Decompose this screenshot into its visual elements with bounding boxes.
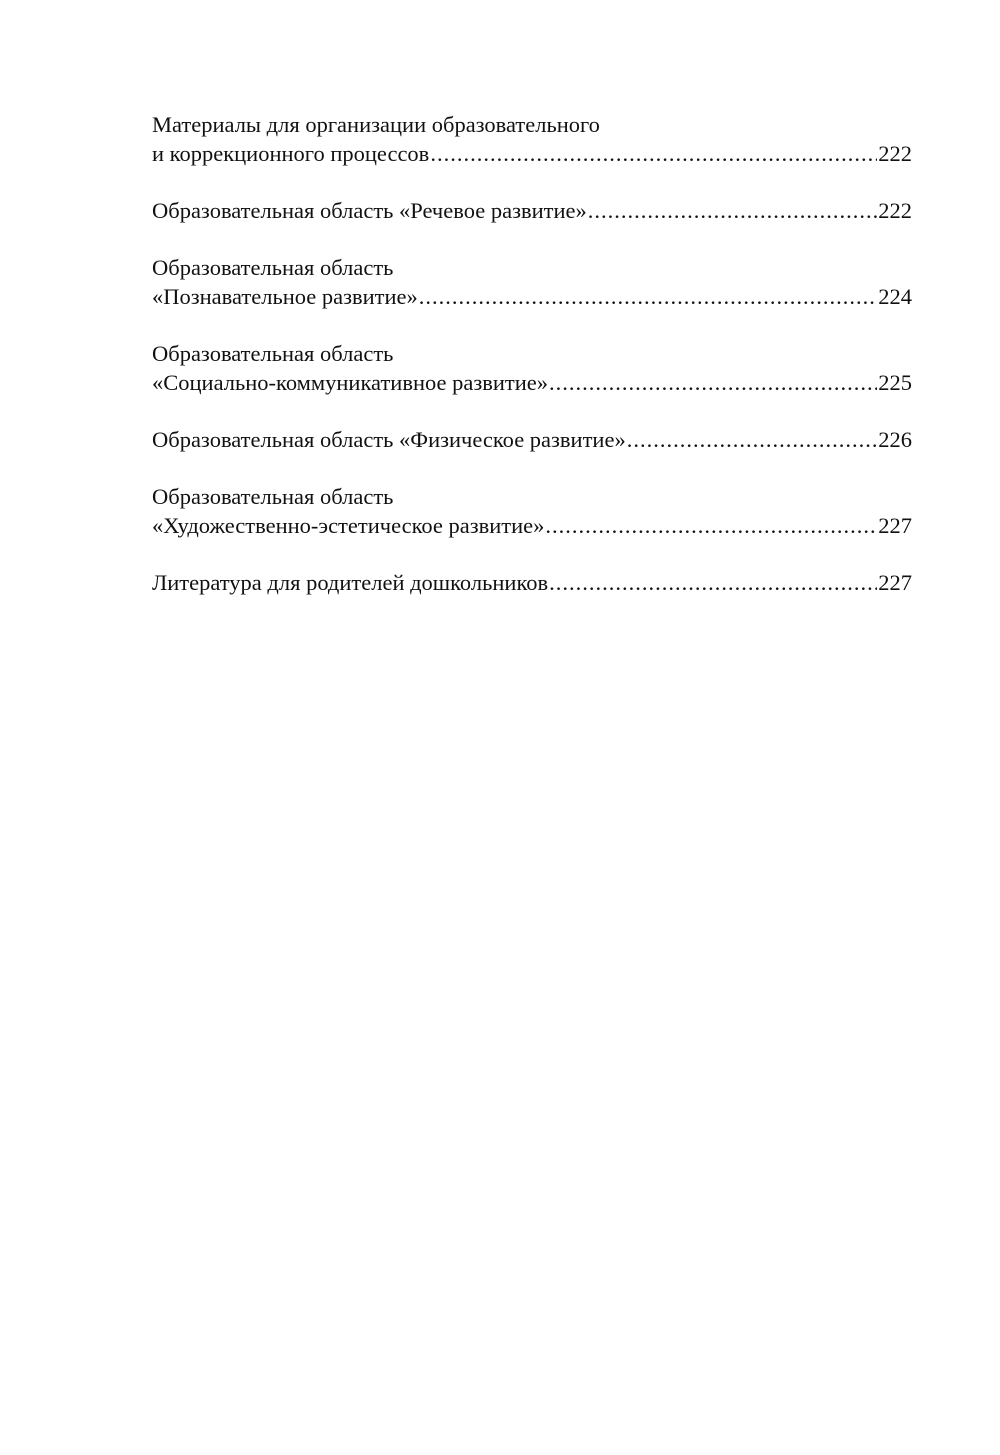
toc-entry-title: Образовательная область «Физическое развитие» [152,427,626,452]
dot-leader [627,425,878,454]
toc-entry-page-number: 222 [878,198,912,223]
table-of-contents [152,110,912,625]
dot-leader [545,511,877,540]
toc-entry-page-number: 222 [878,141,912,166]
dot-leader [549,568,877,597]
toc-entry-cognitive [152,253,912,311]
toc-entry-page-number: 224 [878,284,912,309]
toc-entry-artistic [152,482,912,540]
toc-entry-title: Литература для родителей дошкольников [152,570,549,595]
toc-entry-page-number: 227 [878,513,912,538]
toc-entry-title: Образовательная область «Речевое развитие» [152,198,587,223]
toc-entry-page-number: 226 [878,427,912,452]
toc-entry-last-line [152,196,912,225]
toc-entry-first-line: Образовательная область [152,255,394,280]
toc-entry-last-line [152,511,912,540]
toc-entry-first-line: Материалы для организации образовательного [152,112,600,137]
dot-leader [588,196,878,225]
dot-leader [419,282,877,311]
toc-entry-last-line [152,425,912,454]
toc-entry-speech [152,196,912,225]
toc-entry-title: «Социально-коммуникативное развитие» [152,370,549,395]
toc-entry-last-line [152,282,912,311]
toc-entry-last-line [152,368,912,397]
dot-leader [549,368,877,397]
toc-entry-first-line: Образовательная область [152,484,394,509]
toc-entry-materials [152,110,912,168]
toc-entry-last-line [152,568,912,597]
toc-entry-title: и коррекционного процессов [152,141,430,166]
toc-entry-title: «Художественно-эстетическое развитие» [152,513,545,538]
toc-entry-first-line: Образовательная область [152,341,394,366]
toc-entry-physical [152,425,912,454]
toc-entry-page-number: 225 [878,370,912,395]
toc-entry-social [152,339,912,397]
toc-entry-literature [152,568,912,597]
toc-entry-page-number: 227 [878,570,912,595]
dot-leader [430,139,877,168]
toc-entry-last-line [152,139,912,168]
toc-entry-title: «Познавательное развитие» [152,284,418,309]
